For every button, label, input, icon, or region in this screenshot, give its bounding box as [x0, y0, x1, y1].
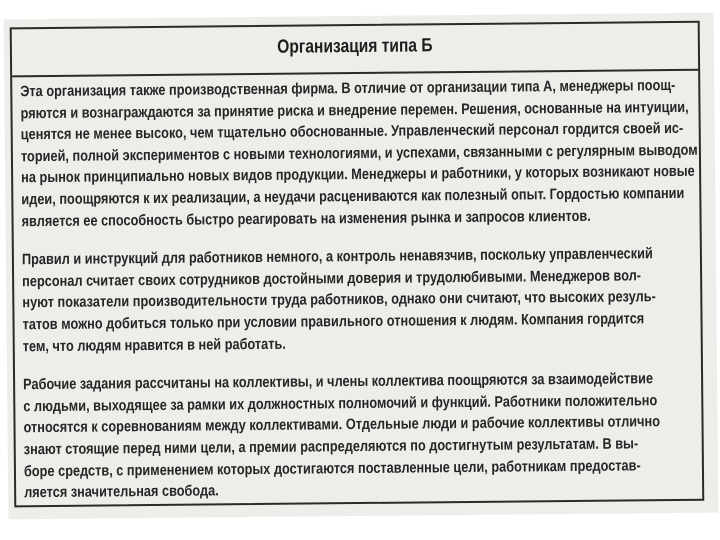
- paragraph-1: [20, 75, 710, 233]
- text-line: является ее способность быстро реагировать на изменения рынка и запросов клиентов.: [21, 207, 591, 230]
- text-line: Правил и инструкций для работников немного, а контроль ненавязчив, поскольку управленческий: [21, 245, 653, 269]
- text-line: Рабочие задания рассчитаны на коллективы, и члены коллектива поощряются за взаимодействие: [23, 370, 654, 394]
- text-line: персонал считает своих сотрудников достойными доверия и трудолюбивыми. Менеджеров вол-: [22, 267, 642, 291]
- text-line: нуют показатели производительности труда работников, однако они считают, что высоких резуль-: [22, 288, 656, 312]
- text-line: ряются и вознаграждаются за принятие риска и внедрение перемен. Решения, основанные на интуиции,: [20, 98, 689, 122]
- text-line: знают стоящие перед ними цели, а премии распределяются по достигнутым результатам. В вы-: [23, 435, 639, 459]
- paragraph-3: [23, 368, 713, 504]
- text-line: идеи, поощряются к их реализации, а неудачи расцениваются как полезный опыт. Гордостью компании: [21, 184, 685, 209]
- text-line: боре средств, с применением которых достигаются поставленные цели, работникам предостав-: [23, 456, 641, 480]
- text-box-frame: [10, 21, 705, 508]
- text-line: ляется значительная свобода.: [24, 482, 219, 502]
- text-line: тем, что людям нравится в ней работать.: [22, 335, 286, 355]
- paragraph-2: [22, 243, 712, 358]
- box-body: [20, 75, 713, 504]
- text-line: татов можно добиться только при условии правильного отношения к людям. Компания гордится: [22, 310, 645, 334]
- box-title: Организация типа Б: [277, 35, 433, 58]
- text-line: ценятся не менее высоко, чем тщательно обоснованные. Управленческий персонал гордится своей ис-: [20, 120, 684, 144]
- text-line: на рынок принципиально новых видов продукции. Менеджеры и работники, у которых возникают новые: [21, 163, 695, 187]
- text-line: относятся к соревнованиям между коллективами. Отдельные люди и рабочие коллективы отлично: [23, 413, 661, 437]
- scanned-page: [4, 13, 719, 520]
- text-line: торией, полной экспериментов с новыми технологиями, и успехами, связанными с регулярным выводом: [20, 141, 698, 166]
- text-line: Эта организация также производственная фирма. В отличие от организации типа А, менеджеры поощ-: [20, 76, 676, 101]
- text-line: с людьми, выходящее за рамки их должностных полномочий и функций. Работники положительно: [23, 391, 658, 415]
